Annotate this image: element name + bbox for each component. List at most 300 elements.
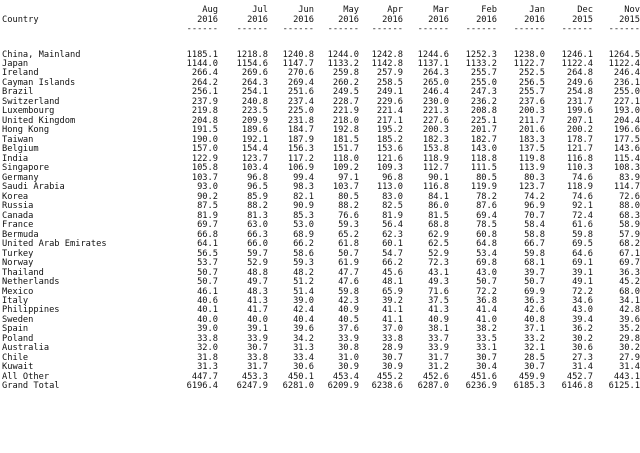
month-header-2: Jun <box>298 5 314 15</box>
holding-value: 251.6 <box>287 87 314 98</box>
year-header-9: 2015 <box>619 15 640 25</box>
holding-value: 74.2 <box>524 191 545 202</box>
holding-value: 6236.9 <box>465 381 497 392</box>
holding-value: 269.4 <box>287 77 314 88</box>
holding-value: 118.8 <box>470 153 497 164</box>
holding-value: 76.6 <box>338 210 359 221</box>
holding-value: 30.6 <box>293 362 314 373</box>
holding-value: 43.1 <box>428 267 449 278</box>
holding-value: 90.2 <box>197 191 218 202</box>
holding-value: 39.6 <box>619 314 640 325</box>
holding-value: 255.0 <box>613 87 640 98</box>
holding-value: 40.4 <box>293 314 314 325</box>
holding-value: 103.7 <box>191 172 218 183</box>
holding-value: 72.2 <box>572 286 593 297</box>
holding-value: 29.8 <box>619 333 640 344</box>
holding-value: 40.1 <box>197 305 218 316</box>
holding-value: 1147.7 <box>282 58 314 69</box>
country-name: Saudi Arabia <box>2 182 65 193</box>
holding-value: 113.9 <box>518 163 545 174</box>
holding-value: 111.5 <box>470 163 497 174</box>
holding-value: 68.8 <box>428 220 449 231</box>
holding-value: 68.1 <box>524 258 545 269</box>
holding-value: 99.4 <box>293 172 314 183</box>
holding-value: 50.7 <box>197 267 218 278</box>
country-name: Bermuda <box>2 229 39 240</box>
holding-value: 70.7 <box>524 210 545 221</box>
holding-value: 65.9 <box>382 286 403 297</box>
holding-value: 177.5 <box>613 134 640 145</box>
holding-value: 246.4 <box>422 87 449 98</box>
holding-value: 56.5 <box>197 248 218 259</box>
holding-value: 1133.2 <box>327 58 359 69</box>
holding-value: 103.7 <box>332 182 359 193</box>
holding-value: 156.3 <box>287 144 314 155</box>
holding-value: 1122.4 <box>608 58 640 69</box>
country-name: Brazil <box>2 87 34 98</box>
holding-value: 184.7 <box>287 125 314 136</box>
year-header-3: 2016 <box>338 15 359 25</box>
country-name: Mexico <box>2 286 34 297</box>
holding-value: 34.6 <box>572 295 593 306</box>
holding-value: 207.1 <box>566 115 593 126</box>
holding-value: 153.6 <box>376 144 403 155</box>
holding-value: 6238.6 <box>371 381 403 392</box>
holding-value: 66.3 <box>247 229 268 240</box>
month-header-0: Aug <box>202 5 218 15</box>
holding-value: 30.7 <box>476 352 497 363</box>
holding-value: 45.2 <box>619 277 640 288</box>
holding-value: 34.1 <box>619 295 640 306</box>
holding-value: 33.8 <box>197 333 218 344</box>
country-name: Australia <box>2 343 50 354</box>
holding-value: 36.2 <box>572 324 593 335</box>
holding-value: 33.8 <box>382 333 403 344</box>
holding-value: 183.3 <box>518 134 545 145</box>
holding-value: 105.8 <box>191 163 218 174</box>
header-rule-5: ------ <box>417 24 449 34</box>
holding-value: 190.0 <box>191 134 218 145</box>
month-header-3: May <box>343 5 359 15</box>
holding-value: 116.8 <box>566 153 593 164</box>
holding-value: 453.3 <box>241 371 268 382</box>
holding-value: 119.9 <box>470 182 497 193</box>
holding-value: 53.7 <box>197 258 218 269</box>
holding-value: 6146.8 <box>561 381 593 392</box>
holding-value: 42.6 <box>524 305 545 316</box>
month-header-7: Jan <box>529 5 545 15</box>
holding-value: 40.8 <box>524 314 545 325</box>
holding-value: 39.1 <box>247 324 268 335</box>
holding-value: 6209.9 <box>327 381 359 392</box>
holding-value: 48.3 <box>247 286 268 297</box>
country-name: Switzerland <box>2 96 60 107</box>
holding-value: 1122.7 <box>513 58 545 69</box>
holding-value: 1244.0 <box>327 49 359 60</box>
holding-value: 260.2 <box>332 77 359 88</box>
holding-value: 219.8 <box>191 106 218 117</box>
country-name: India <box>2 153 29 164</box>
holding-value: 48.2 <box>293 267 314 278</box>
holding-value: 61.8 <box>338 239 359 250</box>
holding-value: 71.6 <box>428 286 449 297</box>
country-name: Hong Kong <box>2 125 50 136</box>
header-rule-row <box>0 25 640 35</box>
holding-value: 59.8 <box>338 286 359 297</box>
holding-value: 72.6 <box>619 191 640 202</box>
holding-value: 123.7 <box>241 153 268 164</box>
month-header-8: Dec <box>577 5 593 15</box>
holding-value: 69.1 <box>572 258 593 269</box>
holding-value: 110.3 <box>566 163 593 174</box>
month-header-6: Feb <box>481 5 497 15</box>
holding-value: 80.5 <box>476 172 497 183</box>
holding-value: 254.8 <box>566 87 593 98</box>
holding-value: 123.7 <box>518 182 545 193</box>
holding-value: 109.2 <box>332 163 359 174</box>
holding-value: 264.2 <box>191 77 218 88</box>
holding-value: 68.2 <box>619 239 640 250</box>
holding-value: 33.9 <box>247 333 268 344</box>
holding-value: 38.1 <box>428 324 449 335</box>
holding-value: 31.2 <box>428 362 449 373</box>
month-header-9: Nov <box>624 5 640 15</box>
holding-value: 37.5 <box>428 295 449 306</box>
holding-value: 115.4 <box>613 153 640 164</box>
holding-value: 49.3 <box>428 277 449 288</box>
holding-value: 218.0 <box>332 115 359 126</box>
holding-value: 85.9 <box>247 191 268 202</box>
holding-value: 264.8 <box>566 68 593 79</box>
month-header-5: Mar <box>433 5 449 15</box>
year-header-5: 2016 <box>428 15 449 25</box>
holding-value: 78.2 <box>476 191 497 202</box>
holding-value: 30.2 <box>619 343 640 354</box>
holding-value: 151.7 <box>332 144 359 155</box>
holding-value: 53.4 <box>476 248 497 259</box>
holding-value: 36.8 <box>476 295 497 306</box>
year-header-8: 2015 <box>572 15 593 25</box>
country-name: Grand Total <box>2 381 60 392</box>
holding-value: 266.4 <box>191 68 218 79</box>
holding-value: 6287.0 <box>417 381 449 392</box>
holding-value: 43.0 <box>572 305 593 316</box>
holding-value: 42.8 <box>619 305 640 316</box>
holding-value: 52.9 <box>247 258 268 269</box>
holding-value: 39.1 <box>572 267 593 278</box>
holding-value: 31.7 <box>247 362 268 373</box>
holding-value: 82.5 <box>382 201 403 212</box>
holding-value: 31.0 <box>338 352 359 363</box>
holding-value: 31.4 <box>572 362 593 373</box>
holding-value: 63.0 <box>247 220 268 231</box>
holding-value: 157.0 <box>191 144 218 155</box>
holding-value: 270.6 <box>287 68 314 79</box>
holding-value: 1142.8 <box>371 58 403 69</box>
holding-value: 59.8 <box>572 229 593 240</box>
header-rule-7: ------ <box>513 24 545 34</box>
holding-value: 1122.4 <box>561 58 593 69</box>
holding-value: 40.9 <box>338 305 359 316</box>
year-header-0: 2016 <box>197 15 218 25</box>
holding-value: 92.1 <box>572 201 593 212</box>
holding-value: 51.4 <box>293 286 314 297</box>
holding-value: 40.0 <box>197 314 218 325</box>
holding-value: 221.3 <box>422 106 449 117</box>
holding-value: 153.8 <box>422 144 449 155</box>
holding-value: 37.0 <box>382 324 403 335</box>
holding-value: 56.4 <box>382 220 403 231</box>
holding-value: 64.8 <box>476 239 497 250</box>
holding-value: 31.8 <box>197 352 218 363</box>
holding-value: 86.0 <box>428 201 449 212</box>
holding-value: 41.7 <box>247 305 268 316</box>
country-name: Ireland <box>2 68 39 79</box>
header-rule-6: ------ <box>465 24 497 34</box>
holding-value: 211.7 <box>518 115 545 126</box>
holding-value: 42.4 <box>293 305 314 316</box>
holding-value: 246.4 <box>613 68 640 79</box>
year-header-7: 2016 <box>524 15 545 25</box>
holding-value: 255.7 <box>470 68 497 79</box>
holding-value: 62.3 <box>382 229 403 240</box>
holding-value: 66.0 <box>247 239 268 250</box>
holding-value: 30.7 <box>247 343 268 354</box>
holding-value: 27.9 <box>619 352 640 363</box>
holding-value: 225.1 <box>470 115 497 126</box>
holding-value: 258.5 <box>376 77 403 88</box>
holding-value: 154.4 <box>241 144 268 155</box>
holding-value: 223.5 <box>241 106 268 117</box>
holding-value: 249.5 <box>332 87 359 98</box>
holding-value: 60.1 <box>382 239 403 250</box>
holding-value: 187.9 <box>287 134 314 145</box>
holding-value: 51.2 <box>293 277 314 288</box>
holding-value: 83.0 <box>382 191 403 202</box>
country-name: Korea <box>2 191 29 202</box>
holding-value: 193.0 <box>613 106 640 117</box>
holding-value: 225.0 <box>287 106 314 117</box>
year-header-6: 2016 <box>476 15 497 25</box>
month-header-4: Apr <box>387 5 403 15</box>
holding-value: 58.6 <box>293 248 314 259</box>
holding-value: 31.3 <box>293 343 314 354</box>
holding-value: 265.0 <box>422 77 449 88</box>
holding-value: 74.6 <box>572 172 593 183</box>
holding-value: 204.4 <box>613 115 640 126</box>
holding-value: 6196.4 <box>186 381 218 392</box>
holding-value: 230.0 <box>422 96 449 107</box>
holding-value: 61.9 <box>338 258 359 269</box>
holding-value: 106.9 <box>287 163 314 174</box>
holding-value: 59.7 <box>247 248 268 259</box>
holding-value: 200.3 <box>518 106 545 117</box>
holding-value: 240.8 <box>241 96 268 107</box>
header-rule-2: ------ <box>282 24 314 34</box>
holding-value: 221.9 <box>332 106 359 117</box>
holding-value: 59.3 <box>293 258 314 269</box>
holding-value: 46.1 <box>197 286 218 297</box>
holding-value: 264.3 <box>422 68 449 79</box>
holding-value: 50.7 <box>197 277 218 288</box>
holding-value: 112.7 <box>422 163 449 174</box>
holding-value: 227.1 <box>613 96 640 107</box>
holding-value: 252.5 <box>518 68 545 79</box>
holding-value: 33.5 <box>476 333 497 344</box>
holding-value: 68.3 <box>619 210 640 221</box>
year-header-4: 2016 <box>382 15 403 25</box>
holding-value: 81.9 <box>197 210 218 221</box>
holding-value: 85.3 <box>293 210 314 221</box>
holding-value: 6125.1 <box>608 381 640 392</box>
country-name: Thailand <box>2 267 44 278</box>
holding-value: 1154.6 <box>236 58 268 69</box>
holding-value: 66.8 <box>197 229 218 240</box>
header-rule-4: ------ <box>371 24 403 34</box>
holding-value: 118.9 <box>422 153 449 164</box>
country-name: Spain <box>2 324 29 335</box>
country-name: Germany <box>2 172 39 183</box>
holding-value: 189.6 <box>241 125 268 136</box>
country-name: Poland <box>2 333 34 344</box>
holding-value: 33.9 <box>428 343 449 354</box>
holding-value: 78.5 <box>476 220 497 231</box>
country-name: Italy <box>2 295 29 306</box>
holding-value: 247.3 <box>470 87 497 98</box>
country-name: Kuwait <box>2 362 34 373</box>
holding-value: 259.8 <box>332 68 359 79</box>
header-rule-8: ------ <box>561 24 593 34</box>
holding-value: 33.7 <box>428 333 449 344</box>
holding-value: 65.2 <box>338 229 359 240</box>
holding-value: 256.5 <box>518 77 545 88</box>
holding-value: 84.1 <box>428 191 449 202</box>
holding-value: 30.7 <box>524 362 545 373</box>
holding-value: 87.6 <box>476 201 497 212</box>
holding-value: 68.0 <box>619 286 640 297</box>
holding-value: 41.4 <box>476 305 497 316</box>
holding-value: 181.5 <box>332 134 359 145</box>
holding-value: 1264.5 <box>608 49 640 60</box>
holding-value: 69.7 <box>197 220 218 231</box>
holding-value: 87.5 <box>197 201 218 212</box>
holding-value: 27.3 <box>572 352 593 363</box>
year-header-1: 2016 <box>247 15 268 25</box>
holding-value: 36.3 <box>524 295 545 306</box>
holding-value: 1144.0 <box>186 58 218 69</box>
holding-value: 72.2 <box>476 286 497 297</box>
holding-value: 81.9 <box>382 210 403 221</box>
holding-value: 185.2 <box>376 134 403 145</box>
holding-value: 1133.2 <box>465 58 497 69</box>
holding-value: 452.7 <box>566 371 593 382</box>
holding-value: 229.6 <box>376 96 403 107</box>
holding-value: 58.4 <box>524 220 545 231</box>
holding-value: 195.2 <box>376 125 403 136</box>
holding-value: 1252.3 <box>465 49 497 60</box>
holding-value: 269.6 <box>241 68 268 79</box>
holding-value: 228.7 <box>332 96 359 107</box>
holding-value: 30.9 <box>382 362 403 373</box>
holding-value: 80.3 <box>524 172 545 183</box>
holding-value: 192.1 <box>241 134 268 145</box>
holding-value: 96.8 <box>382 172 403 183</box>
header-rule-0: ------ <box>186 24 218 34</box>
holding-value: 28.9 <box>382 343 403 354</box>
holding-value: 32.0 <box>197 343 218 354</box>
holding-value: 143.0 <box>470 144 497 155</box>
holding-value: 32.1 <box>524 343 545 354</box>
holding-value: 191.5 <box>191 125 218 136</box>
holding-value: 231.7 <box>566 96 593 107</box>
holding-value: 72.3 <box>428 258 449 269</box>
holding-value: 38.2 <box>476 324 497 335</box>
holding-value: 264.3 <box>241 77 268 88</box>
holding-value: 60.8 <box>476 229 497 240</box>
holding-value: 69.9 <box>524 286 545 297</box>
holding-value: 447.7 <box>191 371 218 382</box>
holding-value: 201.6 <box>518 125 545 136</box>
holding-value: 47.7 <box>338 267 359 278</box>
country-column-header: Country <box>2 15 39 25</box>
holding-value: 113.0 <box>376 182 403 193</box>
holding-value: 30.7 <box>382 352 403 363</box>
holding-value: 459.9 <box>518 371 545 382</box>
holding-value: 39.7 <box>524 267 545 278</box>
holding-value: 30.9 <box>338 362 359 373</box>
holding-value: 208.8 <box>470 106 497 117</box>
holding-value: 137.5 <box>518 144 545 155</box>
holding-value: 66.7 <box>524 239 545 250</box>
holding-value: 30.4 <box>476 362 497 373</box>
holding-value: 40.0 <box>247 314 268 325</box>
holding-value: 227.6 <box>422 115 449 126</box>
holding-value: 118.9 <box>566 182 593 193</box>
holding-value: 451.6 <box>470 371 497 382</box>
holding-value: 455.2 <box>376 371 403 382</box>
holding-value: 96.5 <box>247 182 268 193</box>
holding-value: 88.0 <box>619 201 640 212</box>
country-name: Chile <box>2 352 29 363</box>
holding-value: 6185.3 <box>513 381 545 392</box>
holding-value: 221.4 <box>376 106 403 117</box>
holding-value: 1240.8 <box>282 49 314 60</box>
holding-value: 33.2 <box>524 333 545 344</box>
holding-value: 88.2 <box>338 201 359 212</box>
holding-value: 36.3 <box>619 267 640 278</box>
year-header-2: 2016 <box>293 15 314 25</box>
holding-value: 121.7 <box>566 144 593 155</box>
country-name: All Other <box>2 371 50 382</box>
holding-value: 200.2 <box>566 125 593 136</box>
holding-value: 236.1 <box>613 77 640 88</box>
holding-value: 201.7 <box>470 125 497 136</box>
holding-value: 93.0 <box>197 182 218 193</box>
holding-value: 40.9 <box>428 314 449 325</box>
holding-value: 81.5 <box>428 210 449 221</box>
holding-value: 256.1 <box>191 87 218 98</box>
holding-value: 49.7 <box>247 277 268 288</box>
holding-value: 48.1 <box>382 277 403 288</box>
holding-value: 90.1 <box>428 172 449 183</box>
holding-value: 53.0 <box>293 220 314 231</box>
holding-value: 39.0 <box>197 324 218 335</box>
holding-value: 182.3 <box>422 134 449 145</box>
holding-value: 41.0 <box>476 314 497 325</box>
holding-value: 50.7 <box>524 277 545 288</box>
holding-value: 69.5 <box>572 239 593 250</box>
holding-value: 43.0 <box>476 267 497 278</box>
